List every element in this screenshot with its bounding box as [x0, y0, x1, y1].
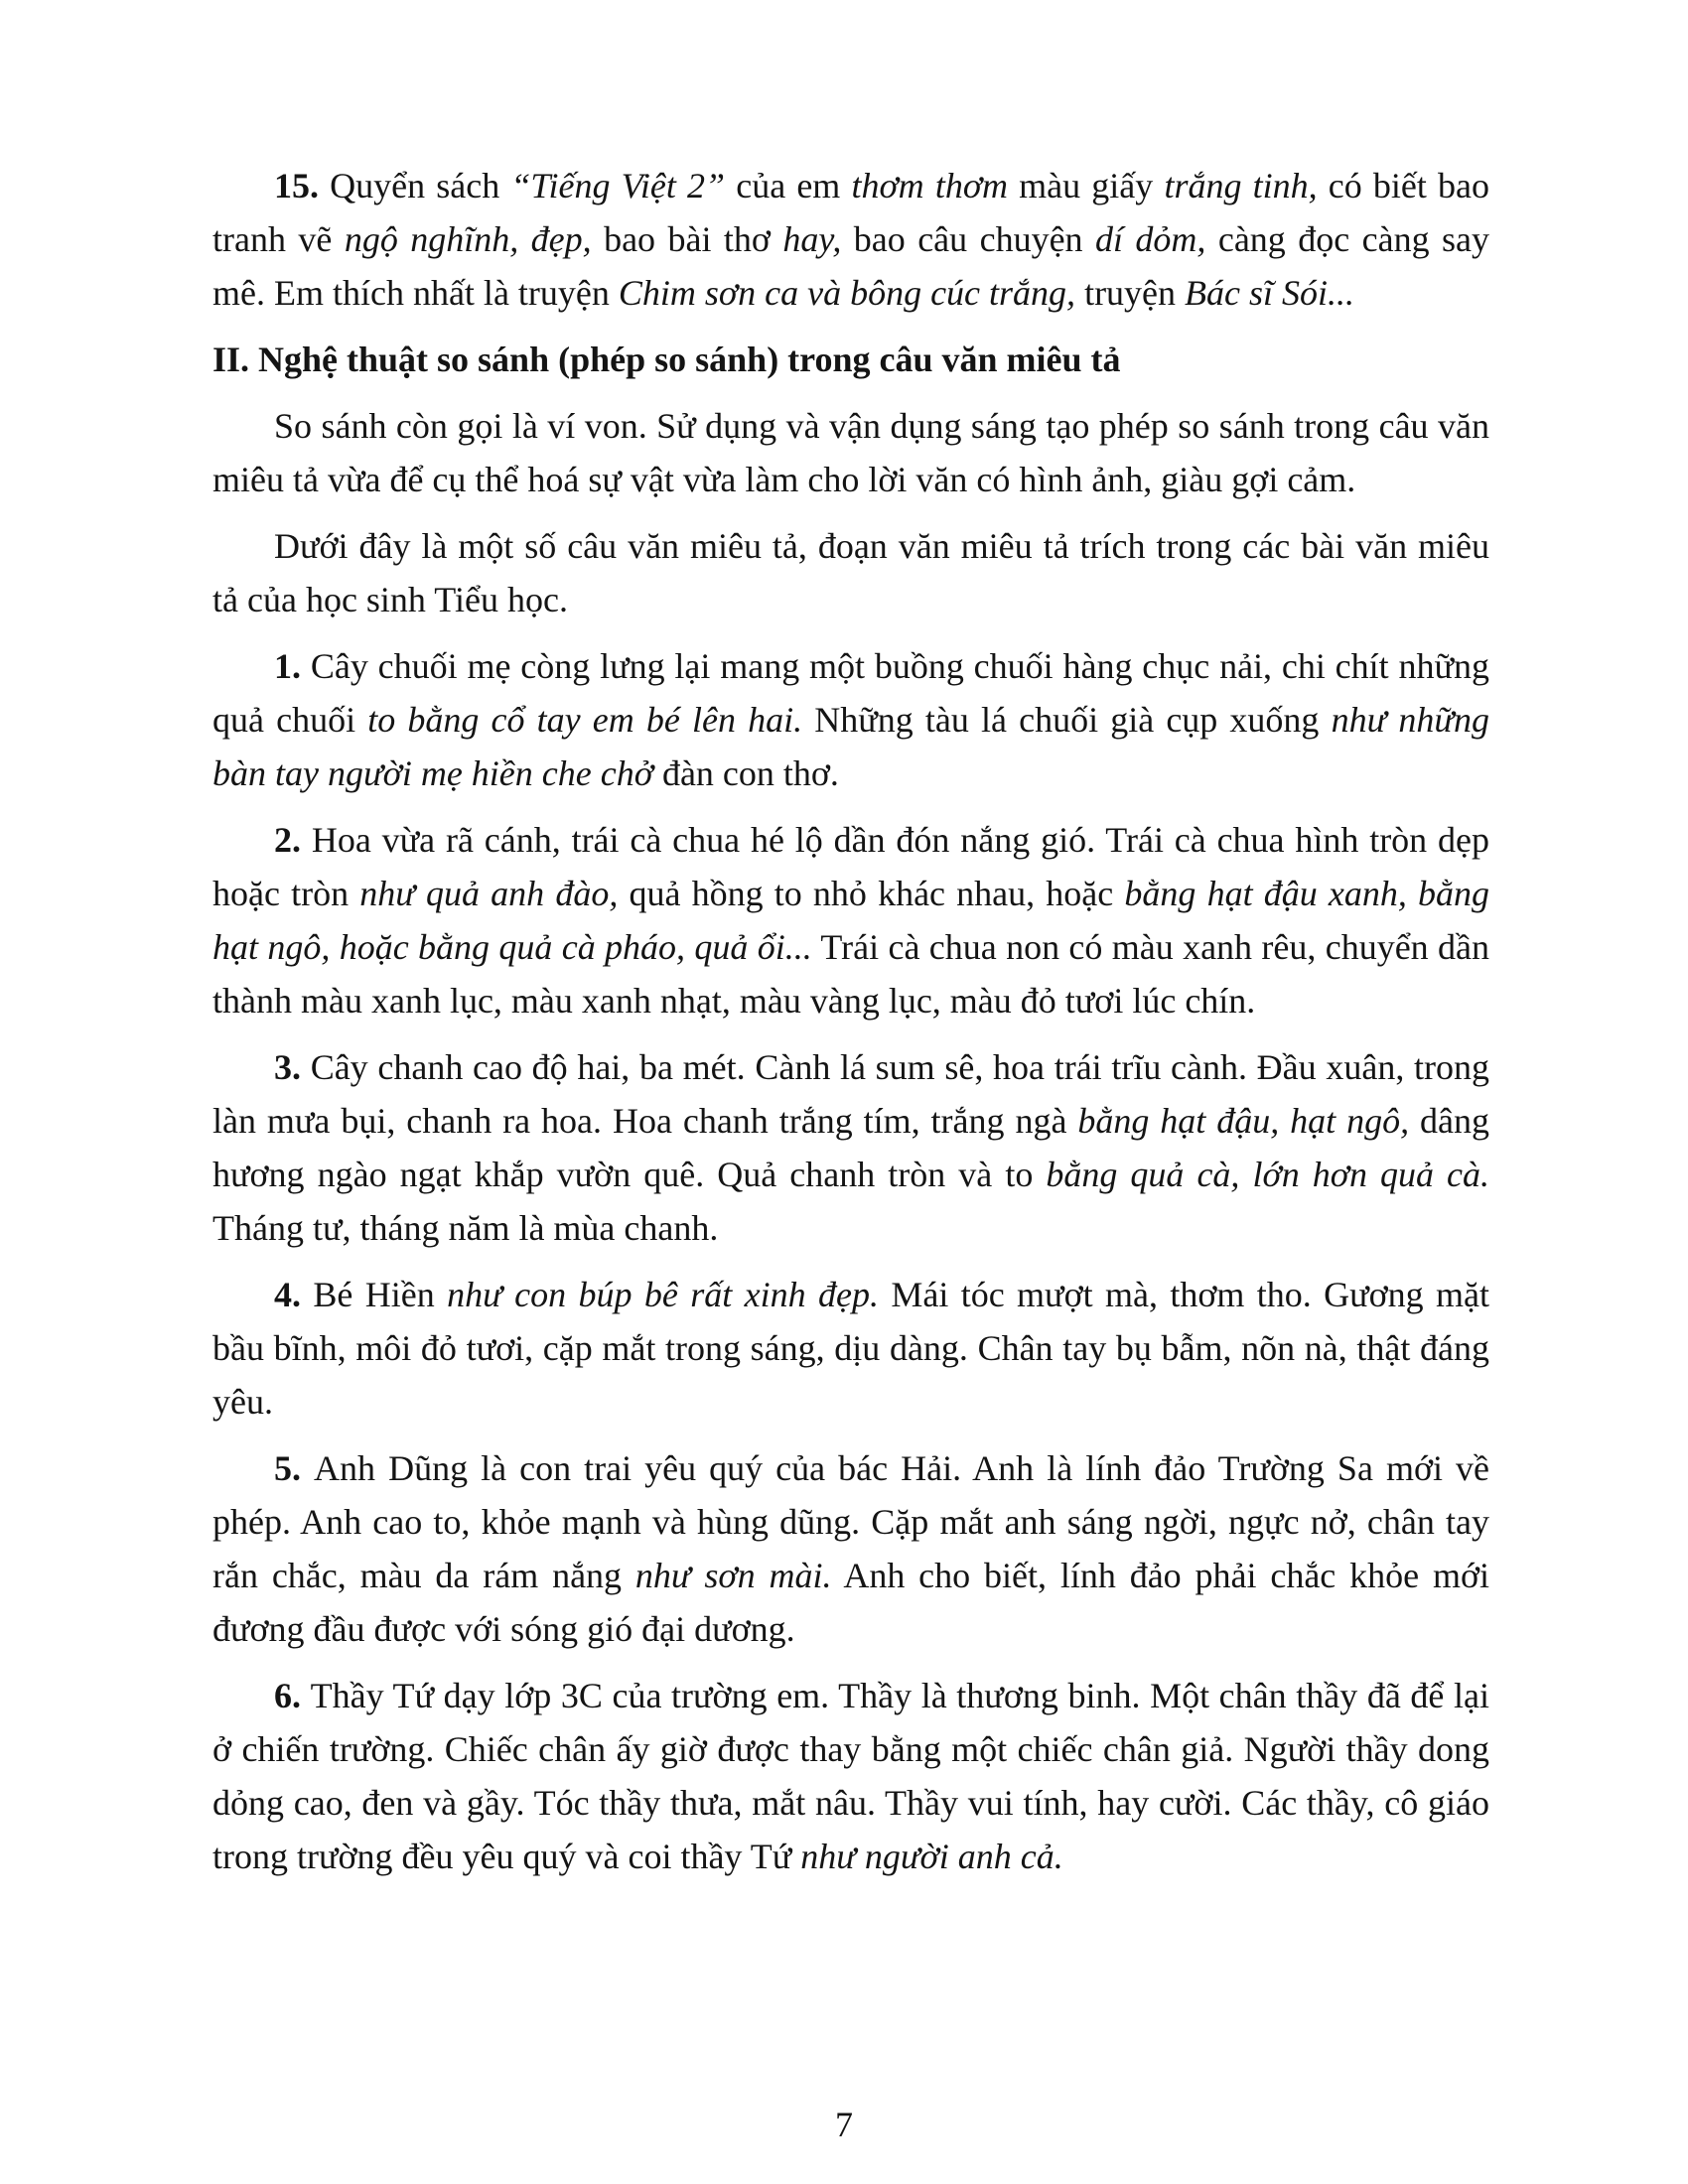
text-segment: 2.	[274, 820, 312, 860]
text-segment: 1.	[274, 646, 311, 686]
text-segment: trắng tinh,	[1164, 166, 1318, 205]
text-segment: Tháng tư, tháng năm là mùa chanh.	[212, 1208, 719, 1248]
text-segment: 15.	[274, 166, 331, 205]
text-segment: Những tàu lá chuối già cụp xuống	[802, 700, 1332, 740]
paragraph	[212, 159, 1489, 320]
text-segment: truyện	[1075, 273, 1186, 313]
text-segment: ngộ nghĩnh, đẹp,	[344, 219, 592, 259]
text-segment: càng đọc càng say mê. Em thích nhất là truyện	[212, 219, 1490, 313]
text-segment: bằng hạt đậu, hạt ngô,	[1077, 1101, 1410, 1141]
text-segment: thơm thơm	[851, 166, 1009, 205]
paragraph	[212, 1441, 1489, 1656]
text-segment: Dưới đây là một số câu văn miêu tả, đoạn văn miêu tả trích trong các bài văn miêu tả của học sinh Tiểu học.	[212, 526, 1489, 619]
text-segment: Chim sơn ca và bông cúc trắng,	[618, 273, 1076, 313]
text-segment: bao câu chuyện	[841, 219, 1095, 259]
text-segment: hay,	[782, 219, 842, 259]
text-segment: bằng hạt đậu xanh, bằng hạt ngô, hoặc bằng quả cà pháo, quả ổi...	[212, 874, 1490, 967]
text-segment: như con búp bê rất xinh đẹp.	[447, 1275, 879, 1314]
text-segment: Cây chuối mẹ còng lưng lại mang một buồng chuối hàng chục nải, chi chít những quả chuối	[212, 646, 1490, 740]
paragraph	[212, 1040, 1489, 1255]
text-segment: như sơn mài.	[634, 1556, 832, 1595]
text-segment: màu giấy	[1008, 166, 1165, 205]
text-segment: Bác sĩ Sói...	[1185, 273, 1355, 313]
document-body	[212, 159, 1489, 1896]
text-segment: Quyển sách	[330, 166, 511, 205]
text-segment: như người anh cả.	[800, 1837, 1063, 1876]
text-segment: Trái cà chua non có màu xanh rêu, chuyển dần thành màu xanh lục, màu xanh nhạt, màu vàng lục, màu đỏ tươi lúc chín.	[212, 927, 1489, 1021]
text-segment: II. Nghệ thuật so sánh (phép so sánh) trong câu văn miêu tả	[212, 340, 1121, 379]
text-segment: Cây chanh cao độ hai, ba mét. Cành lá sum sê, hoa trái trĩu cành. Đầu xuân, trong làn mưa bụi, chanh ra hoa. Hoa chanh trắng tím, trắng ngà	[212, 1047, 1489, 1141]
paragraph	[212, 399, 1489, 506]
text-segment: bao bài thơ	[591, 219, 783, 259]
text-segment: như quả anh đào,	[359, 874, 619, 913]
text-segment: “Tiếng Việt 2”	[510, 166, 726, 205]
section-heading	[212, 333, 1489, 386]
text-segment: có biết bao tranh vẽ	[212, 166, 1489, 259]
text-segment: bằng quả cà, lớn hơn quả cà.	[1046, 1155, 1490, 1194]
text-segment: So sánh còn gọi là ví von. Sử dụng và vận dụng sáng tạo phép so sánh trong câu văn miêu tả vừa để cụ thể hoá sự vật vừa làm cho lời văn có hình ảnh, giàu gợi cảm.	[212, 406, 1489, 499]
text-segment: Anh Dũng là con trai yêu quý của bác Hải. Anh là lính đảo Trường Sa mới về phép. Anh cao to, khỏe mạnh và hùng dũng. Cặp mắt anh sáng ngời, ngực nở, chân tay rắn chắc, màu da rám nắng	[212, 1448, 1490, 1595]
text-segment: của em	[725, 166, 852, 205]
paragraph	[212, 1669, 1489, 1883]
paragraph	[212, 1268, 1489, 1429]
text-segment: Hoa vừa rã cánh, trái cà chua hé lộ dần đón nắng gió. Trái cà chua hình tròn dẹp hoặc tròn	[212, 820, 1489, 913]
paragraph	[212, 639, 1489, 800]
text-segment: Bé Hiền	[313, 1275, 448, 1314]
text-segment: quả hồng to nhỏ khác nhau, hoặc	[618, 874, 1125, 913]
text-segment: to bằng cổ tay em bé lên hai.	[367, 700, 803, 740]
paragraph	[212, 813, 1489, 1027]
text-segment: 5.	[274, 1448, 315, 1488]
text-segment: 6.	[274, 1676, 311, 1715]
text-segment: Thầy Tứ dạy lớp 3C của trường em. Thầy là thương binh. Một chân thầy đã để lại ở chiến trường. Chiếc chân ấy giờ được thay bằng một chiếc chân giả. Người thầy dong dỏng cao, đen và gầy. Tóc thầy thưa, mắt nâu. Thầy vui tính, hay cười. Các thầy, cô giáo trong trường đều yêu quý và coi thầy Tứ	[212, 1676, 1489, 1876]
text-segment: 3.	[274, 1047, 311, 1087]
text-segment: 4.	[274, 1275, 314, 1314]
text-segment: như những bàn tay người mẹ hiền che chở	[212, 700, 1489, 793]
page-number: 7	[835, 2105, 853, 2144]
text-segment: đàn con thơ.	[652, 753, 839, 793]
text-segment: dí dỏm,	[1094, 219, 1206, 259]
paragraph	[212, 519, 1489, 626]
text-segment: Anh cho biết, lính đảo phải chắc khỏe mới đương đầu được với sóng gió đại dương.	[212, 1556, 1490, 1649]
text-segment: Mái tóc mượt mà, thơm tho. Gương mặt bầu bĩnh, môi đỏ tươi, cặp mắt trong sáng, dịu dàng. Chân tay bụ bẫm, nõn nà, thật đáng yêu.	[212, 1275, 1490, 1422]
text-segment: dâng hương ngào ngạt khắp vườn quê. Quả chanh tròn và to	[212, 1101, 1489, 1194]
